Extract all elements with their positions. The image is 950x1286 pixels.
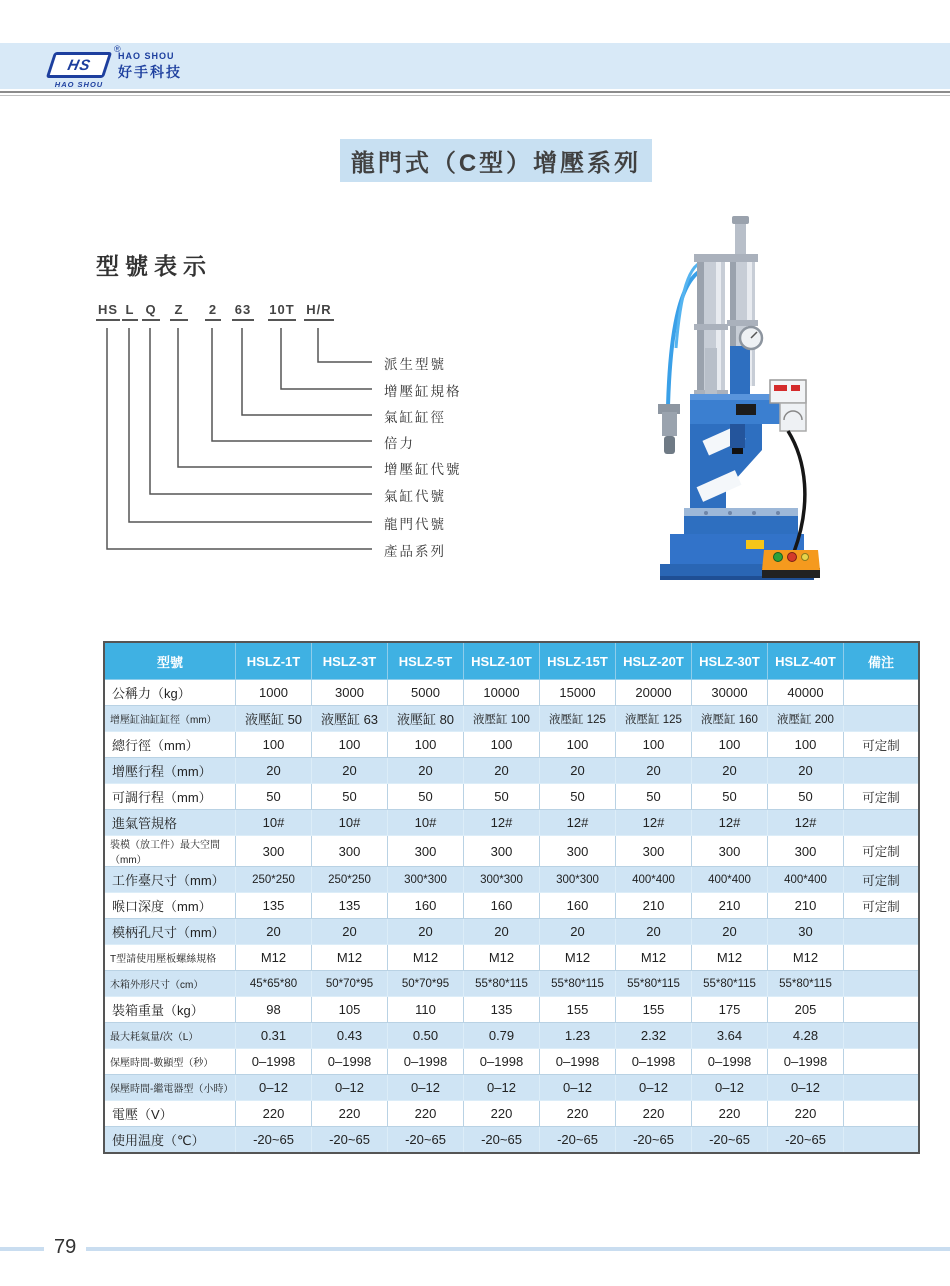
spec-value: 0–12	[236, 1075, 312, 1101]
spec-value: 液壓缸 100	[464, 706, 540, 732]
code-label-product-series: 產品系列	[384, 544, 446, 559]
spec-value: 0–12	[768, 1075, 844, 1101]
spec-value: -20~65	[464, 1127, 540, 1154]
code-label-booster-code: 增壓缸代號	[384, 462, 462, 477]
remark-cell	[844, 1049, 920, 1075]
spec-value: 300	[236, 836, 312, 867]
spec-value: 12#	[768, 810, 844, 836]
spec-value: 20	[236, 758, 312, 784]
spec-value: 液壓缸 80	[388, 706, 464, 732]
row-label: 最大耗氣量/次（L）	[104, 1023, 236, 1049]
spec-value: 0–12	[388, 1075, 464, 1101]
code-label-gantry-code: 龍門代號	[384, 517, 446, 532]
remark-cell	[844, 1101, 920, 1127]
table-row	[104, 1075, 919, 1101]
remark-cell	[844, 810, 920, 836]
code-part-booster: Z	[170, 302, 188, 321]
spec-value: 50	[388, 784, 464, 810]
spec-value: 300	[312, 836, 388, 867]
spec-value: 45*65*80	[236, 971, 312, 997]
model-code-connector-lines	[96, 324, 386, 559]
spec-value: 0.79	[464, 1023, 540, 1049]
table-row	[104, 706, 919, 732]
spec-value: 100	[540, 732, 616, 758]
spec-value: 50	[236, 784, 312, 810]
spec-value: 110	[388, 997, 464, 1023]
spec-value: 400*400	[616, 867, 692, 893]
spec-value: 0.50	[388, 1023, 464, 1049]
spec-value: 300	[464, 836, 540, 867]
spec-value: 160	[388, 893, 464, 919]
row-label: T型請使用壓板螺絲規格	[104, 945, 236, 971]
product-photo-press-machine	[618, 198, 918, 598]
spec-value: 20	[464, 758, 540, 784]
spec-value: M12	[236, 945, 312, 971]
spec-value: 210	[692, 893, 768, 919]
registered-trademark-icon: ®	[114, 44, 121, 54]
spec-value: 20	[540, 919, 616, 945]
spec-value: 210	[616, 893, 692, 919]
spec-value: 100	[616, 732, 692, 758]
spec-value: 0–1998	[616, 1049, 692, 1075]
row-label: 增壓行程（mm）	[104, 758, 236, 784]
row-label: 木箱外形尺寸（cm）	[104, 971, 236, 997]
spec-value: 50	[312, 784, 388, 810]
spec-value: 105	[312, 997, 388, 1023]
spec-value: 10#	[236, 810, 312, 836]
spec-value: 50	[616, 784, 692, 810]
remark-cell: 可定制	[844, 836, 920, 867]
spec-value: 300	[616, 836, 692, 867]
table-row	[104, 1127, 919, 1154]
remark-cell: 可定制	[844, 784, 920, 810]
spec-value: 220	[464, 1101, 540, 1127]
spec-value: 50*70*95	[388, 971, 464, 997]
code-label-booster-spec: 增壓缸規格	[384, 384, 462, 399]
spec-value: 3000	[312, 680, 388, 706]
column-header: HSLZ-1T	[236, 642, 312, 680]
spec-value: 220	[616, 1101, 692, 1127]
spec-value: 0–1998	[312, 1049, 388, 1075]
spec-value: 0–12	[692, 1075, 768, 1101]
spec-value: 155	[616, 997, 692, 1023]
spec-value: -20~65	[540, 1127, 616, 1154]
model-designation-heading: 型號表示	[96, 253, 212, 279]
spec-value: 250*250	[236, 867, 312, 893]
spec-value: M12	[616, 945, 692, 971]
spec-value: 10#	[388, 810, 464, 836]
remark-cell	[844, 945, 920, 971]
model-code-diagram	[96, 302, 616, 564]
spec-value: 20	[464, 919, 540, 945]
spec-value: 300*300	[388, 867, 464, 893]
remark-cell	[844, 1127, 920, 1154]
code-label-derived-model: 派生型號	[384, 357, 446, 372]
remark-cell	[844, 919, 920, 945]
remark-cell: 可定制	[844, 893, 920, 919]
spec-value: 0.43	[312, 1023, 388, 1049]
spec-value: 20000	[616, 680, 692, 706]
code-label-air-cyl-code: 氣缸代號	[384, 489, 446, 504]
column-header: HSLZ-5T	[388, 642, 464, 680]
hs-logo-icon	[50, 52, 108, 89]
code-label-force-ratio: 倍力	[384, 436, 415, 451]
spec-value: 液壓缸 160	[692, 706, 768, 732]
row-label: 進氣管規格	[104, 810, 236, 836]
spec-value: 液壓缸 125	[616, 706, 692, 732]
spec-value: 30000	[692, 680, 768, 706]
spec-value: -20~65	[768, 1127, 844, 1154]
spec-value: 0.31	[236, 1023, 312, 1049]
table-row	[104, 732, 919, 758]
remark-cell	[844, 706, 920, 732]
table-row	[104, 1101, 919, 1127]
spec-value: 210	[768, 893, 844, 919]
spec-value: 100	[236, 732, 312, 758]
spec-value: 20	[312, 919, 388, 945]
spec-value: 3.64	[692, 1023, 768, 1049]
remark-cell	[844, 1023, 920, 1049]
table-row	[104, 810, 919, 836]
code-part-ratio: 2	[205, 302, 221, 321]
row-label: 裝箱重量（kg）	[104, 997, 236, 1023]
table-row	[104, 919, 919, 945]
spec-value: -20~65	[692, 1127, 768, 1154]
spec-value: 50	[692, 784, 768, 810]
spec-value: 175	[692, 997, 768, 1023]
column-header: HSLZ-20T	[616, 642, 692, 680]
spec-value: 20	[692, 758, 768, 784]
spec-value: 100	[692, 732, 768, 758]
row-label: 公稱力（kg）	[104, 680, 236, 706]
spec-table	[103, 641, 920, 1154]
spec-value: 液壓缸 125	[540, 706, 616, 732]
spec-value: 55*80*115	[768, 971, 844, 997]
column-header: 型號	[104, 642, 236, 680]
spec-value: 10000	[464, 680, 540, 706]
spec-value: 220	[692, 1101, 768, 1127]
spec-value: 4.28	[768, 1023, 844, 1049]
spec-value: -20~65	[312, 1127, 388, 1154]
spec-value: 300	[768, 836, 844, 867]
spec-value: 20	[616, 758, 692, 784]
spec-value: 15000	[540, 680, 616, 706]
spec-value: 0–1998	[464, 1049, 540, 1075]
spec-value: 液壓缸 63	[312, 706, 388, 732]
header-band	[0, 43, 950, 89]
spec-value: 12#	[464, 810, 540, 836]
column-header: 備注	[844, 642, 920, 680]
spec-value: 160	[540, 893, 616, 919]
spec-value: 12#	[616, 810, 692, 836]
spec-value: 300	[540, 836, 616, 867]
remark-cell	[844, 971, 920, 997]
logo-company-en: HAO SHOU	[118, 51, 175, 61]
table-row	[104, 836, 919, 867]
table-row	[104, 680, 919, 706]
spec-value: 1.23	[540, 1023, 616, 1049]
spec-value: 5000	[388, 680, 464, 706]
code-label-cylinder-bore: 氣缸缸徑	[384, 410, 446, 425]
column-header: HSLZ-3T	[312, 642, 388, 680]
spec-value: 100	[312, 732, 388, 758]
spec-value: 液壓缸 200	[768, 706, 844, 732]
spec-value: 20	[312, 758, 388, 784]
spec-value: 20	[540, 758, 616, 784]
spec-value: 100	[388, 732, 464, 758]
table-row	[104, 893, 919, 919]
spec-value: 10#	[312, 810, 388, 836]
spec-value: 300	[692, 836, 768, 867]
spec-value: 220	[768, 1101, 844, 1127]
spec-value: 2.32	[616, 1023, 692, 1049]
table-row	[104, 1049, 919, 1075]
row-label: 裝模（放工件）最大空間（mm）	[104, 836, 236, 867]
spec-value: 20	[616, 919, 692, 945]
spec-value: 20	[388, 919, 464, 945]
spec-value: 205	[768, 997, 844, 1023]
spec-value: 50	[768, 784, 844, 810]
spec-value: 12#	[692, 810, 768, 836]
spec-value: -20~65	[388, 1127, 464, 1154]
remark-cell	[844, 997, 920, 1023]
spec-value: M12	[768, 945, 844, 971]
spec-value: 300*300	[464, 867, 540, 893]
spec-value: 55*80*115	[464, 971, 540, 997]
spec-value: 20	[692, 919, 768, 945]
table-row	[104, 945, 919, 971]
spec-value: 220	[236, 1101, 312, 1127]
spec-value: 20	[768, 758, 844, 784]
page-number: 79	[44, 1236, 86, 1259]
spec-value: 0–1998	[388, 1049, 464, 1075]
row-label: 模柄孔尺寸（mm）	[104, 919, 236, 945]
row-label: 電壓（V）	[104, 1101, 236, 1127]
spec-value: 135	[312, 893, 388, 919]
table-row	[104, 997, 919, 1023]
table-row	[104, 784, 919, 810]
spec-value: 0–12	[464, 1075, 540, 1101]
code-part-air: Q	[142, 302, 160, 321]
spec-value: 40000	[768, 680, 844, 706]
spec-value: 220	[388, 1101, 464, 1127]
spec-value: 20	[388, 758, 464, 784]
table-row	[104, 971, 919, 997]
code-part-bore: 63	[232, 302, 254, 321]
column-header: HSLZ-15T	[540, 642, 616, 680]
spec-value: 0–1998	[236, 1049, 312, 1075]
spec-value: 0–12	[540, 1075, 616, 1101]
row-label: 增壓缸油缸缸徑（mm）	[104, 706, 236, 732]
row-label: 喉口深度（mm）	[104, 893, 236, 919]
footer-rule	[0, 1247, 950, 1251]
column-header: HSLZ-30T	[692, 642, 768, 680]
table-row	[104, 1023, 919, 1049]
spec-value: 220	[312, 1101, 388, 1127]
spec-value: 55*80*115	[616, 971, 692, 997]
remark-cell	[844, 680, 920, 706]
column-header: HSLZ-40T	[768, 642, 844, 680]
spec-value: 100	[464, 732, 540, 758]
spec-value: 400*400	[692, 867, 768, 893]
row-label: 可調行程（mm）	[104, 784, 236, 810]
code-part-series: HS	[96, 302, 120, 321]
company-logo	[50, 44, 182, 89]
spec-value: 液壓缸 50	[236, 706, 312, 732]
row-label: 保壓時間-繼電器型（小時）	[104, 1075, 236, 1101]
remark-cell	[844, 1075, 920, 1101]
logo-company-cn: 好手科技	[118, 64, 182, 80]
spec-value: -20~65	[236, 1127, 312, 1154]
spec-value: 12#	[540, 810, 616, 836]
spec-value: 300*300	[540, 867, 616, 893]
remark-cell: 可定制	[844, 732, 920, 758]
code-part-spec: 10T	[268, 302, 296, 321]
code-part-derived: H/R	[304, 302, 334, 321]
spec-value: 55*80*115	[540, 971, 616, 997]
spec-value: 0–12	[616, 1075, 692, 1101]
spec-value: 250*250	[312, 867, 388, 893]
remark-cell: 可定制	[844, 867, 920, 893]
row-label: 保壓時間-數顯型（秒）	[104, 1049, 236, 1075]
row-label: 工作臺尺寸（mm）	[104, 867, 236, 893]
spec-value: M12	[464, 945, 540, 971]
column-header: HSLZ-10T	[464, 642, 540, 680]
table-row	[104, 758, 919, 784]
header-rule-thin	[0, 95, 950, 96]
spec-value: 155	[540, 997, 616, 1023]
row-label: 使用温度（℃）	[104, 1127, 236, 1154]
logo-subtext: HAO SHOU	[54, 80, 104, 89]
row-label: 總行徑（mm）	[104, 732, 236, 758]
spec-value: 100	[768, 732, 844, 758]
spec-value: 160	[464, 893, 540, 919]
spec-value: M12	[540, 945, 616, 971]
spec-value: 20	[236, 919, 312, 945]
spec-value: 135	[464, 997, 540, 1023]
spec-value: 0–1998	[692, 1049, 768, 1075]
spec-value: 220	[540, 1101, 616, 1127]
remark-cell	[844, 758, 920, 784]
spec-value: 1000	[236, 680, 312, 706]
spec-value: 0–1998	[540, 1049, 616, 1075]
code-part-gantry: L	[122, 302, 138, 321]
logo-hs-text: HS	[65, 56, 93, 74]
spec-value: 50*70*95	[312, 971, 388, 997]
spec-value: 0–1998	[768, 1049, 844, 1075]
spec-value: 50	[540, 784, 616, 810]
spec-value: M12	[692, 945, 768, 971]
spec-value: -20~65	[616, 1127, 692, 1154]
table-row	[104, 867, 919, 893]
spec-value: 400*400	[768, 867, 844, 893]
spec-value: 98	[236, 997, 312, 1023]
page-title: 龍門式（C型）增壓系列	[340, 139, 652, 182]
spec-value: 300	[388, 836, 464, 867]
spec-value: 0–12	[312, 1075, 388, 1101]
spec-value: 30	[768, 919, 844, 945]
spec-value: 135	[236, 893, 312, 919]
spec-value: M12	[388, 945, 464, 971]
spec-value: M12	[312, 945, 388, 971]
spec-value: 55*80*115	[692, 971, 768, 997]
spec-value: 50	[464, 784, 540, 810]
header-rule-thick	[0, 91, 950, 93]
